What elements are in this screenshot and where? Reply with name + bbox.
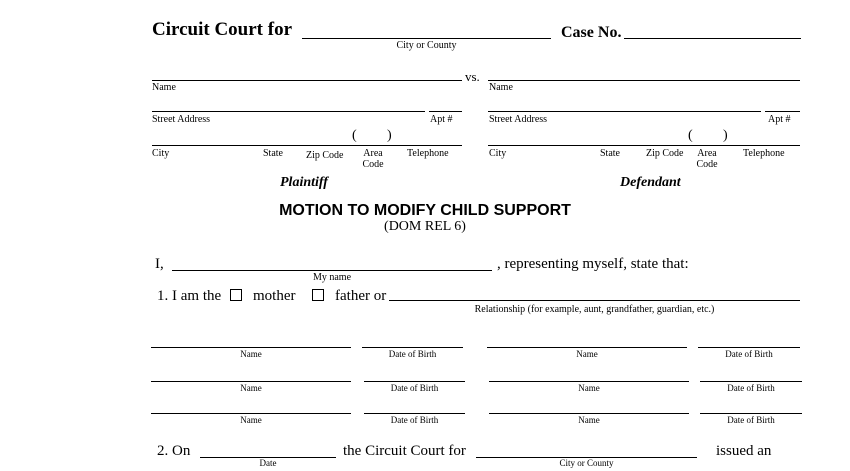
child-6-name-caption: Name <box>578 415 600 425</box>
defendant-city-state-zip-phone-field[interactable] <box>488 145 800 146</box>
child-3-name-field[interactable] <box>151 381 351 382</box>
mother-checkbox[interactable] <box>230 289 242 301</box>
child-6-dob-field[interactable] <box>700 413 802 414</box>
item2-middle: the Circuit Court for <box>343 443 466 459</box>
child-5-dob-caption: Date of Birth <box>390 415 439 425</box>
plaintiff-apt-caption: Apt # <box>430 114 453 125</box>
plaintiff-city-state-zip-phone-field[interactable] <box>152 145 462 146</box>
plaintiff-name-caption: Name <box>152 82 176 93</box>
child-2-name-caption: Name <box>576 349 598 359</box>
order-city-county-caption: City or County <box>559 458 614 468</box>
child-4-dob-field[interactable] <box>700 381 802 382</box>
plaintiff-area-code-caption: Area Code <box>362 148 384 170</box>
defendant-role-label: Defendant <box>620 175 681 190</box>
statement-prefix: I, <box>155 256 164 272</box>
defendant-city-caption: City <box>489 148 507 159</box>
child-4-name-field[interactable] <box>489 381 689 382</box>
plaintiff-name-field[interactable] <box>152 80 462 81</box>
defendant-paren-open: ( <box>688 128 693 143</box>
child-2-dob-field[interactable] <box>698 347 800 348</box>
defendant-area-code-caption: Area Code <box>696 148 718 170</box>
child-5-name-field[interactable] <box>151 413 351 414</box>
child-4-name-caption: Name <box>578 383 600 393</box>
mother-label: mother <box>253 288 296 304</box>
child-3-dob-field[interactable] <box>364 381 465 382</box>
father-checkbox[interactable] <box>312 289 324 301</box>
defendant-name-field[interactable] <box>488 80 800 81</box>
court-label: Circuit Court for <box>152 19 293 40</box>
vs-label: vs. <box>465 69 480 84</box>
child-1-dob-field[interactable] <box>362 347 463 348</box>
defendant-street-caption: Street Address <box>489 114 548 125</box>
court-city-county-field[interactable] <box>302 38 551 39</box>
plaintiff-paren-open: ( <box>352 128 357 143</box>
child-1-name-caption: Name <box>240 349 262 359</box>
plaintiff-role-label: Plaintiff <box>280 175 328 190</box>
plaintiff-zip-caption: Zip Code <box>306 150 344 161</box>
child-2-name-field[interactable] <box>487 347 687 348</box>
my-name-field[interactable] <box>172 270 492 271</box>
form-title: MOTION TO MODIFY CHILD SUPPORT <box>279 202 571 219</box>
relationship-caption: Relationship (for example, aunt, grandfather, guardian, etc.) <box>474 304 715 315</box>
defendant-name-caption: Name <box>489 82 513 93</box>
defendant-telephone-caption: Telephone <box>743 148 785 159</box>
case-no-field[interactable] <box>624 38 801 39</box>
plaintiff-telephone-caption: Telephone <box>407 148 449 159</box>
order-date-caption: Date <box>259 458 277 468</box>
defendant-street-field[interactable] <box>488 111 761 112</box>
item1-prefix: 1. I am the <box>157 288 222 304</box>
defendant-paren-close: ) <box>723 128 728 143</box>
item2-suffix: issued an <box>716 443 772 459</box>
child-5-dob-field[interactable] <box>364 413 465 414</box>
defendant-state-caption: State <box>600 148 620 159</box>
statement-suffix: , representing myself, state that: <box>497 256 689 272</box>
plaintiff-city-caption: City <box>152 148 170 159</box>
plaintiff-apt-field[interactable] <box>429 111 462 112</box>
child-3-dob-caption: Date of Birth <box>390 383 439 393</box>
plaintiff-state-caption: State <box>263 148 283 159</box>
form-code: (DOM REL 6) <box>384 219 466 234</box>
child-1-name-field[interactable] <box>151 347 351 348</box>
my-name-caption: My name <box>312 272 352 283</box>
child-6-name-field[interactable] <box>489 413 689 414</box>
child-6-dob-caption: Date of Birth <box>727 415 775 425</box>
child-4-dob-caption: Date of Birth <box>727 383 775 393</box>
child-1-dob-caption: Date of Birth <box>388 349 437 359</box>
defendant-zip-caption: Zip Code <box>646 148 684 159</box>
plaintiff-street-caption: Street Address <box>152 114 211 125</box>
defendant-apt-field[interactable] <box>765 111 800 112</box>
case-no-label: Case No. <box>561 24 622 41</box>
plaintiff-paren-close: ) <box>387 128 392 143</box>
item2-prefix: 2. On <box>157 443 191 459</box>
child-5-name-caption: Name <box>240 415 262 425</box>
court-city-county-caption: City or County <box>396 40 457 51</box>
father-or-label: father or <box>335 288 387 304</box>
relationship-field[interactable] <box>389 300 800 301</box>
child-2-dob-caption: Date of Birth <box>725 349 773 359</box>
plaintiff-street-field[interactable] <box>152 111 425 112</box>
child-3-name-caption: Name <box>240 383 262 393</box>
defendant-apt-caption: Apt # <box>768 114 791 125</box>
